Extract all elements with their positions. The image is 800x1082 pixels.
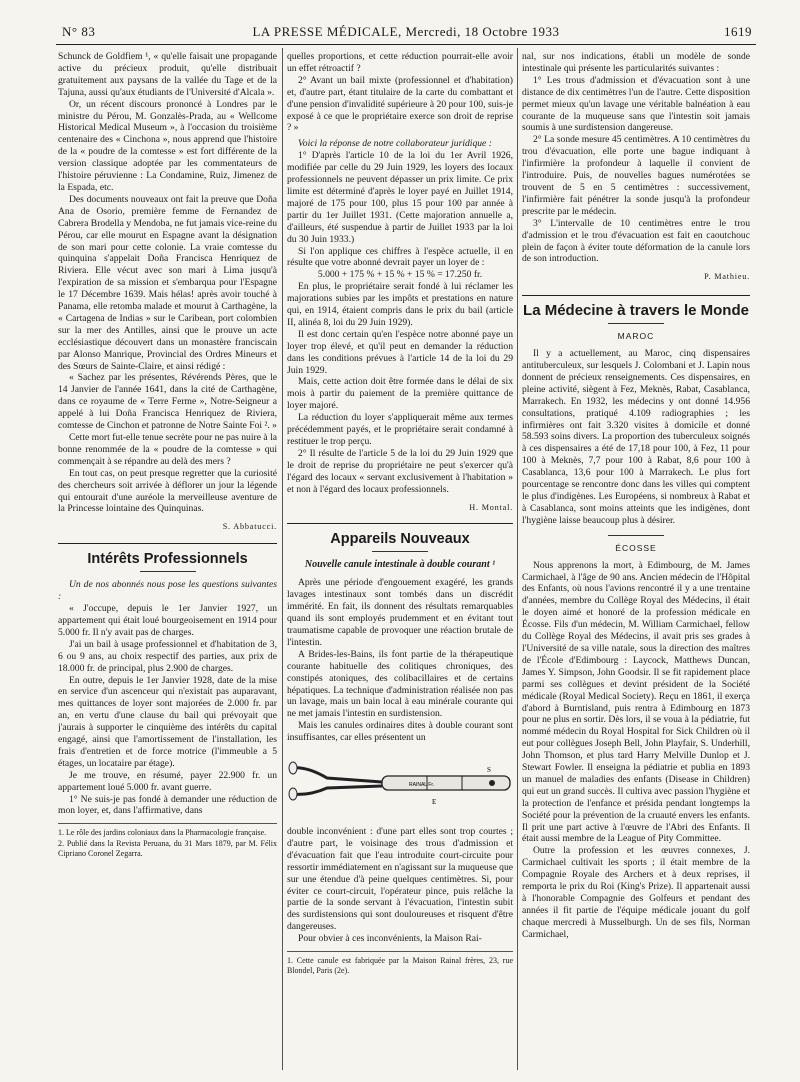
paragraph: Nous apprenons la mort, à Edimbourg, de M. James Carmichael, à l'âge de 90 ans. Ancien médecin de l'Hôpital des Enfants, où nous l'avions rencontré il y a une trentaine d'années, membre du Collège Royal des Médecins, il était le doyen aimé et honoré de la profession médicale en Écosse. Fils d'un médecin, M. William Carmichael, fellow du Collège Royal des Médecins, il avait pris ses grades à l'Université de sa ville natale, sous la direction des maîtres de l'École d'Edimbourg : Laycock, Matthews Duncan, James Y. Simpson, John Goodsir. Il se fit rapidement place parmi ses collègues et devint président de la Société médicale (Royal Medical Society). Reçu en 1861, il exerça d'abord à Burntisland, puis rentra à Edimbourg en 1873 pour ne plus en sortir. Dès lors, il se voua à la pédiatrie, fut nommé médecin du Royal Hospital for Sick Children où il eut pour collègues Joseph Bell, John Playfair, S. Underhill, John Thomson, et plus tard Harry Melville Dunlop et J. Stewart Fowler. Il enseigna la pédiatrie et publia en 1893 un manuel de maladies des enfants (Disease in Children) qui eut un grand succès. Il cultiva avec passion l'hygiène et la protection de l'enfance et présida pendant longtemps la Société pour la prévention de la cruauté envers les enfants. Il prit une part active à l'œuvre de l'Abri des Enfants. Il était aussi membre de la League of Pity Committee. (522, 559, 750, 845)
paragraph: 2° Il résulte de l'article 5 de la loi du 29 Juin 1929 que le droit de reprise du propriétaire ne peut s'exercer qu'à l'égard des locaux « servant exclusivement à l'habitation » et non à l'égard des locaux professionnels. (287, 447, 513, 495)
paragraph: La réduction du loyer s'appliquerait même aux termes précédemment payés, et le propriétaire serait condamné à restituer le trop perçu. (287, 412, 513, 447)
divider (140, 571, 196, 572)
paragraph: nal, sur nos indications, établi un modèle de sonde intestinale qui présente les particularités suivantes : (522, 51, 750, 74)
journal-title: LA PRESSE MÉDICALE, Mercredi, 18 Octobre 1933 (252, 24, 560, 39)
paragraph: Mais les canules ordinaires dites à double courant sont insuffisantes, car elles présentent un (287, 720, 513, 744)
paragraph: Il est donc certain qu'en l'espèce notre abonné paye un loyer trop élevé, et qu'il peut en demander la réduction dans les conditions prévues à l'article 14 de la loi du 29 Juin 1929. (287, 328, 513, 376)
paragraph: Il y a actuellement, au Maroc, cinq dispensaires antituberculeux, sur lesquels J. Colombani et J. Lapin nous donnent de précieux renseignements. Ces dispensaires, en pleine activité, siègent à Fez, Meknès, Rabat, Casablanca, Marrakech. En 1932, les médecins y ont donné 14.956 consultations, pratiqué 4.109 radiographies ; les infirmières ont fait 3.320 visites à domicile et donné 58.593 soins divers. La proportion des tuberculeux soignés à ces dispensaires a été de 17,18 pour 100, à Fez, 11 pour 100 à Meknès, 7,7 pour 100 à Rabat, 8,6 pour 100 à Casablanca, 13,6 pour 100 à Marrakech. Le plus fort pourcentage se rencontre donc dans les villes qui comptent le plus d'indigènes. Les Européens, si nombreux à Rabat et à Casablanca, sont moins atteints que les indigènes, dont l'hygiène laisse beaucoup plus à désirer. (522, 348, 750, 526)
footnotes (287, 951, 513, 976)
paragraph: Mais, cette action doit être formée dans le délai de six mois à partir du paiement de la première quittance de loyer majoré. (287, 376, 513, 412)
column-right (522, 51, 750, 1076)
paragraph: Pour obvier à ces inconvénients, la Maison Rai- (298, 933, 482, 945)
paragraph: 1° Les trous d'admission et d'évacuation sont à une distance de dix centimètres l'un de l'autre. Cette disposition permet mieux qu'un lavage une véritable balnéation à eau courante de la muqueuse sans que l'intestin soit jamais soumis à une surdistension dangereuse. (522, 74, 750, 134)
paragraph: 3° L'intervalle de 10 centimètres entre le trou d'admission et le trou d'évacuation est fait en caoutchouc plein de façon à éviter toute déformation de la canule lors de son introduction. (522, 217, 750, 265)
paragraph: J'ai un bail à usage professionnel et d'habitation de 3, 6 ou 9 ans, au choix respectif des parties, aux prix de 18.000 fr. de principal, plus 2.900 de charges. (58, 638, 277, 674)
footnotes (58, 823, 277, 858)
paragraph: Outre la profession et les œuvres connexes, J. Carmichael cultivait les sports ; il était membre de la Compagnie Royale des Archers et à deux reprises, il remporta le prix du Roi (King's Prize). Il appartenait aussi à l'honorable Compagnie des Golfeurs et pendant des années il fit partie de l'équipe médicale jouant du golf chaque mercredi à Musselburgh. Un de ses fils, Norman Carmichael, (522, 845, 750, 940)
footnote: 2. Publié dans la Revista Peruana, du 31 Mars 1879, par M. Félix Cipriano Coronel Zegarra. (58, 839, 277, 858)
answer-intro: Voici la réponse de notre collaborateur juridique : (298, 138, 492, 150)
paragraph: Cette mort fut-elle tenue secrète pour ne pas nuire à la bonne renommée de la « poudre de la comtesse » qui commençait à se répandre au delà des mers ? (58, 432, 277, 467)
canule-illustration (287, 748, 513, 822)
ecosse-heading: ÉCOSSE (615, 542, 657, 553)
section-title-interets: Intérêts Professionnels (58, 543, 277, 568)
paragraph: « J'occupe, depuis le 1er Janvier 1927, un appartement qui était loué bourgeoisement en 1914 pour 5.000 fr. Il n'y avait pas de charges. (58, 603, 277, 638)
paragraph: Je me trouve, en résumé, payer 22.900 fr. un appartement loué 5.000 fr. avant guerre. (58, 769, 277, 793)
signature: S. Abbatucci. (222, 522, 277, 532)
tube-lower (291, 786, 382, 794)
paragraph: Si l'on applique ces chiffres à l'espèce actuelle, il en résulte que votre abonné devrait payer un loyer de : (287, 245, 513, 269)
tube-upper (291, 768, 382, 782)
formula: 5.000 + 175 % + 15 % + 15 % = 17.250 fr. (317, 269, 483, 281)
signature: P. Mathieu. (704, 272, 750, 282)
divider (372, 551, 428, 552)
paragraph: 2° Avant un bail mixte (professionnel et d'habitation) et, d'autre part, étant titulaire de la carte du combattant et d'une pension d'invalidité supérieure à 20 pour 100, suis-je exposé à ce que le propriétaire exerce son droit de reprise ? » (287, 74, 513, 134)
footnote: 1. Cette canule est fabriquée par la Maison Rainal frères, 23, rue Blondel, Paris (2e). (287, 956, 513, 975)
paragraph: Or, un récent discours prononcé à Londres par le ministre du Pérou, M. Gonzalès-Prada, au « Wellcome Historical Medical Museum », à l'occasion du troisième centenaire des « Cinchona », nous apprend que l'histoire de la « poudre de la comtesse » est fort différente de la version classique adoptée par les commentateurs de l'histoire péruvienne : La Condamine, Ruiz, Jimenez de la Espada, etc. (58, 98, 277, 193)
paragraph: double inconvénient : d'une part elles sont trop courtes ; d'autre part, le voisinage des trous d'admission et d'évacuation fait que l'eau introduite court-circuite pour ressortir immédiatement en n'agissant sur la muqueuse que sur une étendue d'à peine quelques centimètres. Si, pour éviter ce court-circuit, l'opérateur pince, puis relâche la partie de la sonde servant à l'évacuation, l'intestin subit des surdistensions qui sont douloureuses et risquent d'être dangereuses. (287, 826, 513, 933)
paragraph: Schunck de Goldfiem ¹, « qu'elle faisait une propagande active du précieux produit, qu'elle distribuait gratuitement aux paysans de la vallée du Tage et de la Tajuna, aussi qu'aux étudiants de l'Université d'Alcala ». (58, 51, 277, 98)
page-header (56, 22, 756, 45)
column-rule (282, 48, 283, 1070)
paragraph: En tout cas, on peut presque regretter que la curiosité des chercheurs soit arrivée à déflorer un jour la légende qui entourait d'une auréole la merveilleuse aventure de la Princesse lointaine des Quinquinas. (58, 467, 277, 515)
maroc-heading: MAROC (617, 331, 655, 342)
paragraph: En plus, le propriétaire serait fondé à lui réclamer les majorations subies par les impôts et prestations en nature qui, en 1914, étaient compris dans le prix du bail (article II, alinéa 8, loi du 29 Juin 1929). (287, 281, 513, 328)
section-title-appareils: Appareils Nouveaux (287, 523, 513, 548)
paragraph: « Sachez par les présentes, Révérends Pères, que le 14 Janvier de l'année 1641, dans la cité de Carthagène, dans ce royaume de « Terre Ferme », Notre-Seigneur a appelé à lui Doña Francisca Henriquez de Riviera, comtesse de Cinchon et patronne de Notre Sainte Foi ². » (58, 372, 277, 432)
divider (608, 535, 664, 536)
paragraph: 1° Ne suis-je pas fondé à demander une réduction de mon loyer, et, dans l'affirmative, dans (58, 793, 277, 817)
issue-number: N° 83 (62, 24, 96, 39)
column-left (58, 51, 277, 1076)
paragraph: 2° La sonde mesure 45 centimètres. A 10 centimètres du trou d'évacuation, elle porte une bague indiquant à l'infirmière la profondeur à laquelle il convient de l'introduire. Puis, de nouvelles bagues numérotées se trouvent de 5 en 5 centimètres : successivement, l'infirmière fait pénétrer la sonde jusqu'à la profondeur prescrite par le médecin. (522, 134, 750, 217)
figure-label: S (487, 766, 491, 775)
article-title: Nouvelle canule intestinale à double courant ¹ (304, 559, 496, 571)
section-title-medecine: La Médecine à travers le Monde (522, 295, 750, 320)
column-middle (287, 51, 513, 1076)
figure-label: RAINAL Fr. (409, 782, 435, 789)
page-number: 1619 (724, 24, 752, 39)
figure-label: E (432, 798, 437, 807)
paragraph: Après une période d'engouement exagéré, les grands lavages intestinaux sont tombés dans un discrédit immérité. En fait, ils donnent des résultats remarquables quand ils sont employés prudemment et en évitant tout traumatisme capable de provoquer une réaction brutale de l'intestin. (287, 577, 513, 648)
paragraph: Des documents nouveaux ont fait la preuve que Doña Ana de Osorio, première femme de Fernandez de Cabrera Brodella y Mendoba, ne fut jamais vice-reine du Pérou, car elle mourut en Espagne avant la désignation de son mari pour cette colonie. La vraie comtesse du quinquina s'appelait Doña Francisca Henriquez de Riviera. Elle vécut avec son mari à Lima jusqu'à l'expiration de sa mission et s'embarqua pour l'Espagne le 17 Décembre 1639. Mais hélas! après avoir touché à Panama, elle retomba malade et mourut à Carthagène, la « Cartagena de Indias » sur le Caribean, port colombien sur la mer des Antilles, ainsi que le prouve un acte ecclésiastique découvert dans un monastère franciscain par Alonso Manrique, Provincial des Ordres Mineurs et des Sœurs de Sainte-Claire, et ainsi rédigé : (58, 193, 277, 372)
paragraph: En outre, depuis le 1er Janvier 1928, date de la mise en service d'un ascenceur qui n'existait pas auparavant, mes quittances de loyer sont majorées de 2.000 fr. par an, en vertu d'une clause du bail qui prévoyait que j'aurais à supporter le cinquième des intérêts du capital engagé, ainsi que l'amortissement de l'installation, les frais d'entretien et de force motrice (l'immeuble a 5 étages, un locataire par étage). (58, 674, 277, 769)
signature: H. Montal. (469, 502, 513, 512)
paragraph: A Brides-les-Bains, ils font partie de la thérapeutique courante habituelle des colitiques chroniques, des constipés atoniques, des colibacillaires et de certains hépatiques. La technique d'administration réalisée non pas un lavage, mais un bain local à eau minérale courante qui ne met jamais l'intestin en surdistension. (287, 648, 513, 720)
column-rule (517, 48, 518, 1070)
canule-figure (287, 748, 513, 822)
intro-text: Un de nos abonnés nous pose les questions suivantes : (58, 579, 277, 603)
paragraph: quelles proportions, et cette réduction pourrait-elle avoir un effet rétroactif ? (287, 51, 513, 74)
divider (608, 323, 664, 324)
footnote: 1. Le rôle des jardins coloniaux dans la Pharmacologie française. (58, 828, 267, 838)
paragraph: 1° D'après l'article 10 de la loi du 1er Avril 1926, modifiée par celle du 29 Juin 1929, les loyers des locaux professionnels ne peuvent dépasser un prix limite. Ce prix limite est déterminé d'après le loyer payé en Juillet 1914, majoré de 175 pour 100, plus 15 pour 100 par année à partir du 1er Juillet 1931. (Cette majoration annuelle a, d'ailleurs, été suspendue à partir de Juillet 1933 par la loi du 30 Juin 1933.) (287, 150, 513, 245)
